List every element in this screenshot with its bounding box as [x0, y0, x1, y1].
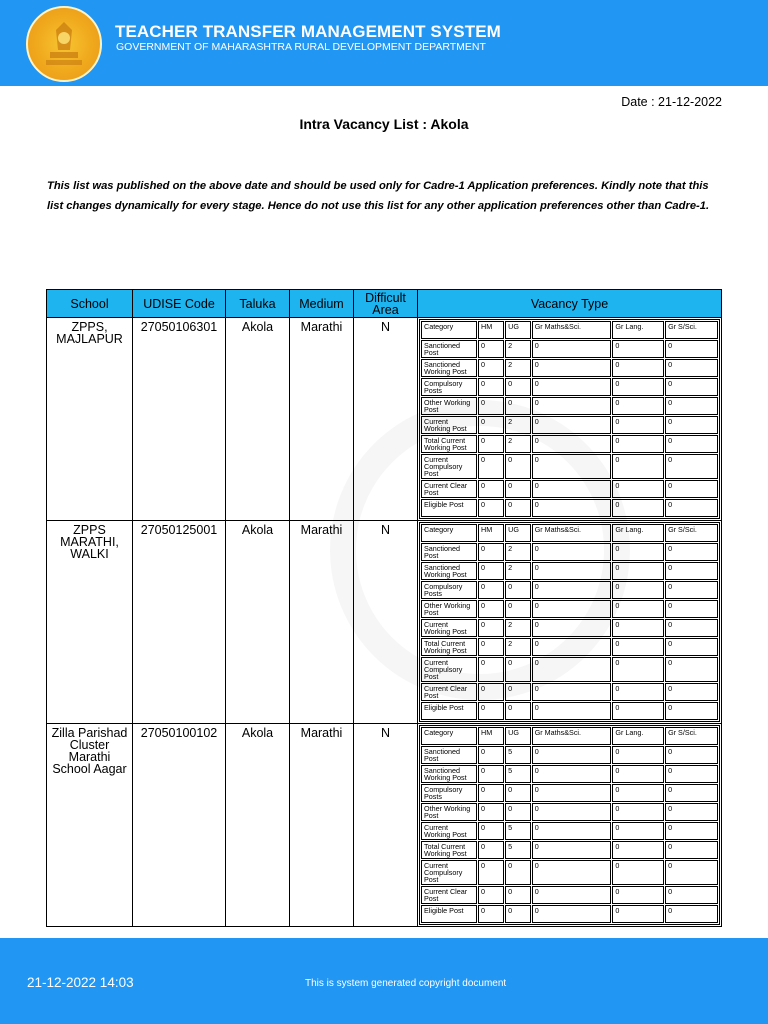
subtable-value: 0 [505, 803, 531, 821]
subtable-value: 0 [532, 657, 612, 682]
subtable-value: 0 [612, 543, 664, 561]
subtable-value: 0 [665, 638, 718, 656]
subtable-value: 0 [505, 905, 531, 923]
subtable-value: 0 [665, 683, 718, 701]
subtable-value: 0 [532, 562, 612, 580]
subtable-value: 0 [665, 562, 718, 580]
subtable-value: 0 [478, 765, 504, 783]
cell-medium: Marathi [290, 318, 354, 521]
subtable-row [421, 822, 718, 840]
subtable-value: 0 [532, 702, 612, 720]
subtable-value: 0 [478, 562, 504, 580]
subtable-row-label: Sanctioned Post [421, 543, 477, 561]
subtable-value: 0 [532, 803, 612, 821]
subtable-value: 0 [612, 765, 664, 783]
cell-taluka: Akola [226, 521, 290, 724]
subtable-row-label: Current Clear Post [421, 886, 477, 904]
subtable-row [421, 600, 718, 618]
subtable-value: 0 [505, 702, 531, 720]
page-footer [0, 938, 768, 1024]
vacancy-cell [418, 724, 722, 927]
subtable-value: 0 [665, 480, 718, 498]
subtable-value: 0 [532, 638, 612, 656]
subtable-value: 0 [532, 378, 612, 396]
subtable-header: Gr Maths&Sci. [532, 321, 612, 339]
subtable-value: 0 [665, 886, 718, 904]
subtable-value: 0 [665, 784, 718, 802]
subtable-value: 0 [612, 619, 664, 637]
subtable-row [421, 543, 718, 561]
subtable-value: 5 [505, 822, 531, 840]
subtable-row [421, 886, 718, 904]
subtable-value: 0 [612, 657, 664, 682]
table-row [47, 724, 722, 927]
subtable-row [421, 378, 718, 396]
subtable-row-label: Current Working Post [421, 822, 477, 840]
subtable-value: 0 [505, 886, 531, 904]
subtable-value: 0 [612, 784, 664, 802]
subtable-row-label: Eligible Post [421, 499, 477, 517]
subtable-value: 0 [665, 600, 718, 618]
col-header-udise: UDISE Code [133, 290, 226, 318]
subtable-value: 0 [665, 416, 718, 434]
subtable-value: 0 [505, 480, 531, 498]
subtable-value: 0 [505, 784, 531, 802]
usage-notice: This list was published on the above date and should be used only for Cadre-1 Application preferences. Kindly note that this list changes dynamically for every stage. Hence do not use this list for any other application preferences other than Cadre-1. [47, 180, 710, 212]
subtable-value: 0 [665, 803, 718, 821]
subtable-row-label: Current Clear Post [421, 480, 477, 498]
subtable-value: 0 [612, 454, 664, 479]
subtable-row [421, 905, 718, 923]
subtable-header: Gr Lang. [612, 727, 664, 745]
cell-difficult: N [354, 521, 418, 724]
subtable-value: 0 [665, 657, 718, 682]
subtable-row [421, 784, 718, 802]
subtable-row [421, 803, 718, 821]
subtable-value: 0 [478, 543, 504, 561]
subtable-value: 0 [478, 905, 504, 923]
subtable-value: 0 [505, 378, 531, 396]
subtable-value: 0 [612, 397, 664, 415]
subtable-value: 0 [532, 886, 612, 904]
page-header [0, 0, 768, 86]
subtable-row-label: Current Compulsory Post [421, 860, 477, 885]
cell-taluka: Akola [226, 724, 290, 927]
subtable-value: 2 [505, 619, 531, 637]
subtable-value: 5 [505, 746, 531, 764]
col-header-vacancy-type: Vacancy Type [418, 290, 722, 318]
subtable-value: 0 [478, 499, 504, 517]
subtable-row-label: Sanctioned Working Post [421, 562, 477, 580]
subtable-value: 0 [505, 600, 531, 618]
subtable-value: 0 [665, 454, 718, 479]
subtable-value: 0 [505, 683, 531, 701]
subtable-header: Gr Lang. [612, 524, 664, 542]
subtable-row-label: Current Compulsory Post [421, 657, 477, 682]
subtable-header: Gr Maths&Sci. [532, 524, 612, 542]
subtable-header: UG [505, 524, 531, 542]
subtable-value: 0 [478, 657, 504, 682]
subtable-value: 0 [665, 841, 718, 859]
subtable-value: 0 [532, 499, 612, 517]
subtable-value: 0 [532, 746, 612, 764]
vacancy-cell [418, 318, 722, 521]
subtable-row-label: Current Working Post [421, 619, 477, 637]
subtable-value: 0 [665, 359, 718, 377]
vacancy-subtable [419, 522, 720, 722]
subtable-value: 0 [612, 683, 664, 701]
subtable-value: 0 [612, 378, 664, 396]
subtable-value: 0 [532, 435, 612, 453]
col-header-school: School [47, 290, 133, 318]
subtable-value: 0 [612, 702, 664, 720]
subtable-value: 0 [505, 860, 531, 885]
subtable-value: 0 [532, 822, 612, 840]
subtable-value: 2 [505, 416, 531, 434]
subtable-value: 0 [665, 905, 718, 923]
subtable-value: 0 [478, 822, 504, 840]
subtable-header: Gr S/Sci. [665, 524, 718, 542]
cell-udise: 27050100102 [133, 724, 226, 927]
col-header-taluka: Taluka [226, 290, 290, 318]
subtable-value: 0 [665, 746, 718, 764]
subtable-value: 0 [478, 480, 504, 498]
subtable-value: 0 [478, 340, 504, 358]
cell-school: ZPPS, MAJLAPUR [47, 318, 133, 521]
subtable-row-label: Sanctioned Post [421, 340, 477, 358]
subtable-value: 0 [532, 600, 612, 618]
subtable-value: 0 [665, 581, 718, 599]
subtable-row-label: Total Current Working Post [421, 638, 477, 656]
subtable-value: 0 [478, 803, 504, 821]
subtable-value: 0 [612, 435, 664, 453]
subtable-header: UG [505, 321, 531, 339]
subtable-value: 0 [665, 378, 718, 396]
vacancy-cell [418, 521, 722, 724]
subtable-row-label: Sanctioned Post [421, 746, 477, 764]
subtable-value: 0 [478, 784, 504, 802]
subtable-value: 0 [478, 359, 504, 377]
subtable-header: Gr Maths&Sci. [532, 727, 612, 745]
system-title: TEACHER TRANSFER MANAGEMENT SYSTEM [115, 22, 501, 41]
subtable-value: 0 [505, 454, 531, 479]
subtable-row-label: Other Working Post [421, 803, 477, 821]
subtable-row [421, 841, 718, 859]
subtable-value: 0 [665, 435, 718, 453]
subtable-value: 2 [505, 638, 531, 656]
subtable-value: 0 [478, 746, 504, 764]
subtable-value: 0 [612, 860, 664, 885]
cell-school: ZPPS MARATHI, WALKI [47, 521, 133, 724]
vacancy-subtable [419, 725, 720, 925]
subtable-value: 0 [478, 841, 504, 859]
subtable-row-label: Sanctioned Working Post [421, 765, 477, 783]
subtable-row [421, 765, 718, 783]
subtable-row [421, 619, 718, 637]
subtable-value: 0 [665, 765, 718, 783]
subtable-value: 0 [505, 657, 531, 682]
subtable-row-label: Total Current Working Post [421, 435, 477, 453]
subtable-value: 0 [532, 416, 612, 434]
subtable-header-row [421, 321, 718, 339]
subtable-row [421, 683, 718, 701]
subtable-value: 2 [505, 543, 531, 561]
subtable-header-row [421, 727, 718, 745]
subtable-row [421, 480, 718, 498]
subtable-value: 0 [665, 860, 718, 885]
subtable-row-label: Current Working Post [421, 416, 477, 434]
subtable-header: UG [505, 727, 531, 745]
subtable-value: 2 [505, 359, 531, 377]
generated-timestamp: 21-12-2022 14:03 [27, 975, 134, 990]
subtable-header: HM [478, 321, 504, 339]
subtable-value: 0 [612, 359, 664, 377]
subtable-value: 0 [612, 499, 664, 517]
cell-difficult: N [354, 318, 418, 521]
subtable-row-label: Compulsory Posts [421, 784, 477, 802]
vacancy-subtable [419, 319, 720, 519]
subtable-value: 0 [612, 905, 664, 923]
subtable-header: HM [478, 727, 504, 745]
subtable-header: Category [421, 321, 477, 339]
table-row [47, 318, 722, 521]
subtable-row-label: Total Current Working Post [421, 841, 477, 859]
subtable-value: 0 [532, 841, 612, 859]
subtable-value: 0 [612, 803, 664, 821]
subtable-value: 0 [478, 435, 504, 453]
subtable-row-label: Current Clear Post [421, 683, 477, 701]
subtable-value: 0 [478, 638, 504, 656]
subtable-value: 0 [532, 397, 612, 415]
cell-medium: Marathi [290, 724, 354, 927]
subtable-value: 0 [532, 543, 612, 561]
copyright-note: This is system generated copyright document [305, 978, 507, 989]
subtable-row-label: Eligible Post [421, 702, 477, 720]
subtable-value: 0 [612, 746, 664, 764]
subtable-value: 0 [612, 886, 664, 904]
subtable-value: 0 [478, 886, 504, 904]
department-subtitle: GOVERNMENT OF MAHARASHTRA RURAL DEVELOPMENT DEPARTMENT [116, 41, 486, 53]
subtable-value: 0 [612, 581, 664, 599]
subtable-value: 0 [505, 397, 531, 415]
subtable-value: 0 [612, 562, 664, 580]
published-date: Date : 21-12-2022 [621, 95, 722, 109]
subtable-value: 0 [612, 841, 664, 859]
subtable-value: 0 [532, 905, 612, 923]
subtable-row-label: Compulsory Posts [421, 378, 477, 396]
subtable-value: 0 [532, 581, 612, 599]
subtable-row [421, 638, 718, 656]
subtable-row [421, 860, 718, 885]
subtable-value: 0 [665, 543, 718, 561]
subtable-row [421, 397, 718, 415]
cell-taluka: Akola [226, 318, 290, 521]
subtable-row [421, 340, 718, 358]
subtable-value: 0 [665, 822, 718, 840]
subtable-row [421, 702, 718, 720]
subtable-value: 0 [612, 416, 664, 434]
subtable-row [421, 746, 718, 764]
cell-medium: Marathi [290, 521, 354, 724]
table-header-row [47, 290, 722, 318]
subtable-value: 0 [612, 480, 664, 498]
subtable-value: 0 [478, 702, 504, 720]
maharashtra-emblem-icon [26, 6, 102, 82]
subtable-value: 0 [478, 683, 504, 701]
cell-udise: 27050106301 [133, 318, 226, 521]
subtable-row-label: Other Working Post [421, 600, 477, 618]
subtable-row-label: Other Working Post [421, 397, 477, 415]
cell-school: Zilla Parishad Cluster Marathi School Aagar [47, 724, 133, 927]
subtable-row [421, 499, 718, 517]
subtable-header: HM [478, 524, 504, 542]
subtable-row [421, 657, 718, 682]
cell-udise: 27050125001 [133, 521, 226, 724]
subtable-value: 0 [532, 860, 612, 885]
subtable-value: 0 [665, 499, 718, 517]
table-row [47, 521, 722, 724]
subtable-value: 0 [505, 499, 531, 517]
col-header-difficult-area: Difficult Area [354, 290, 418, 318]
subtable-value: 0 [478, 416, 504, 434]
subtable-value: 0 [665, 397, 718, 415]
subtable-value: 0 [478, 454, 504, 479]
subtable-row [421, 562, 718, 580]
vacancy-table [46, 289, 722, 927]
subtable-value: 0 [478, 860, 504, 885]
subtable-value: 0 [612, 340, 664, 358]
subtable-value: 5 [505, 841, 531, 859]
subtable-value: 0 [612, 822, 664, 840]
subtable-value: 0 [665, 619, 718, 637]
subtable-value: 2 [505, 562, 531, 580]
subtable-value: 0 [665, 340, 718, 358]
subtable-header-row [421, 524, 718, 542]
col-header-medium: Medium [290, 290, 354, 318]
subtable-value: 0 [478, 600, 504, 618]
subtable-header: Category [421, 727, 477, 745]
subtable-value: 0 [532, 340, 612, 358]
subtable-row [421, 581, 718, 599]
subtable-value: 0 [532, 454, 612, 479]
subtable-header: Category [421, 524, 477, 542]
subtable-row-label: Current Compulsory Post [421, 454, 477, 479]
subtable-value: 0 [478, 619, 504, 637]
subtable-row [421, 435, 718, 453]
subtable-value: 0 [532, 359, 612, 377]
subtable-value: 5 [505, 765, 531, 783]
subtable-value: 2 [505, 340, 531, 358]
subtable-row [421, 454, 718, 479]
subtable-value: 0 [478, 397, 504, 415]
cell-difficult: N [354, 724, 418, 927]
subtable-value: 0 [612, 638, 664, 656]
subtable-value: 0 [532, 765, 612, 783]
subtable-value: 0 [478, 378, 504, 396]
subtable-value: 0 [532, 683, 612, 701]
subtable-value: 0 [612, 600, 664, 618]
subtable-value: 0 [532, 784, 612, 802]
subtable-header: Gr S/Sci. [665, 321, 718, 339]
subtable-header: Gr Lang. [612, 321, 664, 339]
subtable-row [421, 416, 718, 434]
subtable-row-label: Sanctioned Working Post [421, 359, 477, 377]
page-title: Intra Vacancy List : Akola [299, 116, 469, 132]
subtable-row-label: Eligible Post [421, 905, 477, 923]
subtable-value: 0 [478, 581, 504, 599]
subtable-row [421, 359, 718, 377]
subtable-value: 0 [532, 619, 612, 637]
subtable-header: Gr S/Sci. [665, 727, 718, 745]
subtable-value: 0 [665, 702, 718, 720]
subtable-value: 0 [532, 480, 612, 498]
subtable-value: 2 [505, 435, 531, 453]
subtable-row-label: Compulsory Posts [421, 581, 477, 599]
subtable-value: 0 [505, 581, 531, 599]
